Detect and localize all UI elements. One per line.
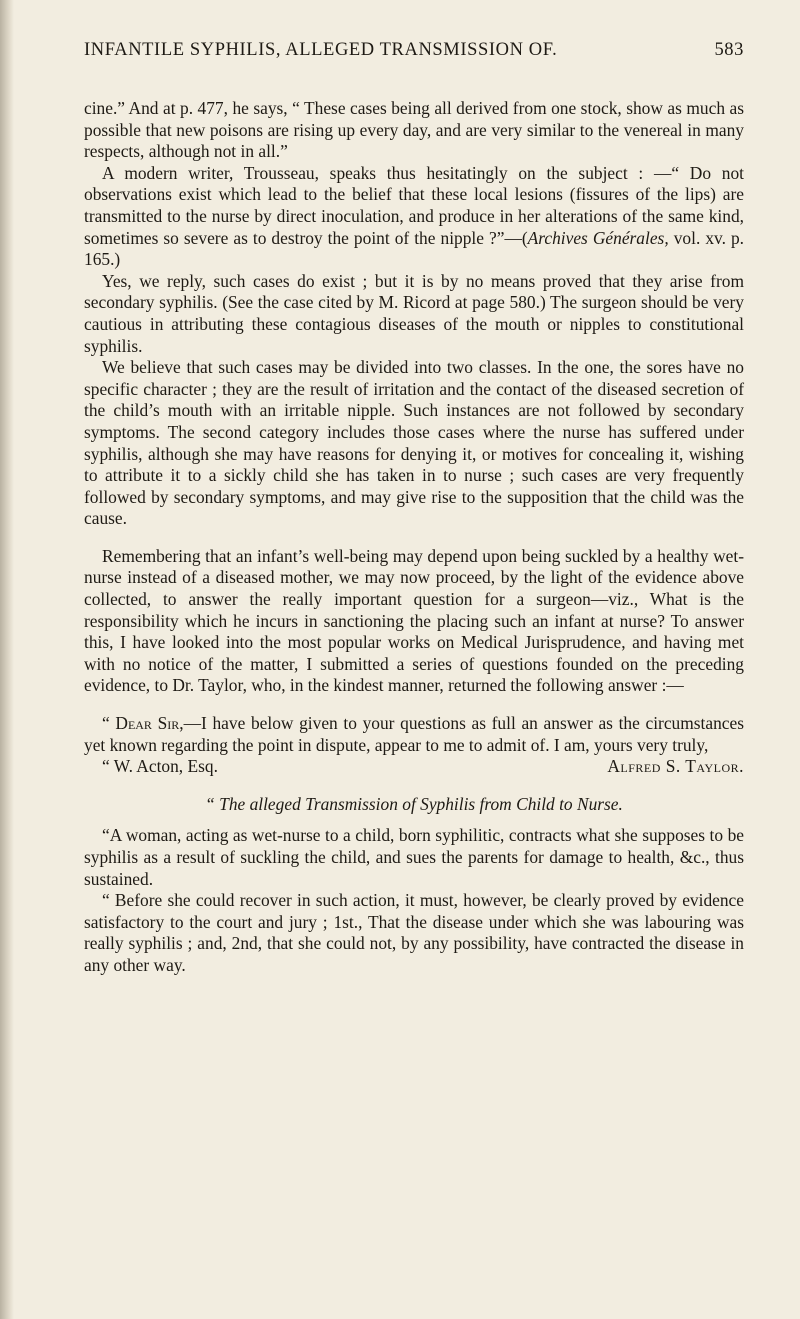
paragraph-5: Remembering that an infant’s well-being may depend upon being suckled by a healthy wet-nurse instead of a diseased mother, we may now proceed, by the light of the evidence above collected, to answer the really important question for a surgeon—viz., What is the responsibility which he incurs in sanctioning the placing such an infant at nurse? To answer this, I have looked into the most popular works on Medical Jurisprudence, and having met with no notice of the matter, I submitted a series of questions founded on the preceding evidence, to Dr. Taylor, who, in the kindest manner, returned the following answer :— xyxy=(84,545,744,696)
paragraph-3: Yes, we reply, such cases do exist ; but it is by no means proved that they arise from secondary syphilis. (See the case cited by M. Ricord at page 580.) The surgeon should be very cautious in attributing these contagious diseases of the mouth or nipples to constitutional syphilis. xyxy=(84,270,744,356)
paragraph-2-tail: vol. xv. p. 165.) xyxy=(84,227,745,270)
paragraph-2-citation: Archives Générales, xyxy=(527,227,669,248)
paragraph-1: cine.” And at p. 477, he says, “ These cases being all derived from one stock, show as much as possible that new poisons are rising up every day, and are very similar to the venereal in many respects, although not in all.” xyxy=(84,98,744,162)
section-title: “ The alleged Transmission of Syphilis from Child to Nurse. xyxy=(205,793,623,814)
letter-salutation: “ Dear Sir, xyxy=(102,713,184,734)
paragraph-2 xyxy=(84,163,744,271)
paragraph-4: We believe that such cases may be divided into two classes. In the one, the sores have no specific character ; they are the result of irritation and the contact of the diseased secretion of the child’s mouth with an irritable nipple. Such instances are not followed by secondary symptoms. The second category includes those cases where the nurse has suffered under syphilis, although she may have reasons for denying it, or motives for concealing it, wishing to attribute it to a sickly child she has taken in to nurse ; such cases are very frequently followed by secondary symptoms, and may give rise to the supposition that the child was the cause. xyxy=(84,357,744,529)
paragraph-6: “A woman, acting as wet-nurse to a child, born syphilitic, contracts what she supposes to be syphilis as a result of suckling the child, and sues the parents for damage to health, &c., thus sustained. xyxy=(84,825,744,889)
letter-recipient: “ W. Acton, Esq. xyxy=(102,756,218,777)
running-title: INFANTILE SYPHILIS, ALLEGED TRANSMISSION OF. xyxy=(84,40,558,60)
letter-paragraph xyxy=(84,713,744,756)
body-text xyxy=(84,98,744,977)
letter-signature-line xyxy=(84,756,744,778)
page-number: 583 xyxy=(714,40,744,60)
letter-signatory: Alfred S. Taylor. xyxy=(607,756,744,777)
paragraph-7: “ Before she could recover in such action, it must, however, be clearly proved by evidence satisfactory to the court and jury ; 1st., That the disease under which she was labouring was really syphilis ; and, 2nd, that she could not, by any possibility, have contracted the disease in any other way. xyxy=(84,890,744,975)
book-page xyxy=(84,40,744,977)
page-binding-shadow xyxy=(0,0,14,1319)
running-header xyxy=(84,40,744,74)
paragraph-2-text: A modern writer, Trousseau, speaks thus hesitatingly on the subject : —“ Do not observations exist which lead to the belief that these local lesions (fissures of the lips) are transmitted to the nurse by direct inoculation, and produce in her alterations of the same kind, sometimes so severe as to destroy the point of the nipple ?”—( xyxy=(84,162,744,248)
letter-body: —I have below given to your questions as full an answer as the circumstances yet known regarding the point in dispute, appear to me to admit of. I am, yours very truly, xyxy=(84,713,744,755)
